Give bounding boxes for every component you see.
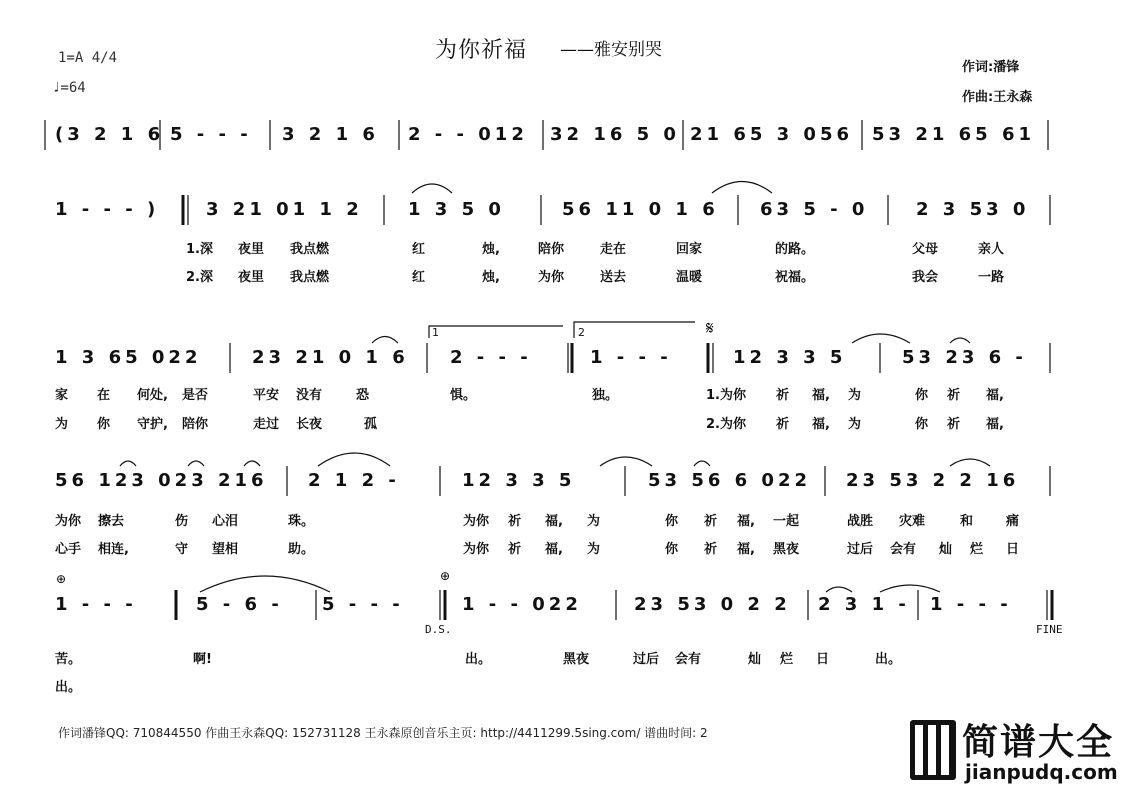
slur xyxy=(880,585,940,592)
slur xyxy=(694,461,710,466)
lyric-word: 红 xyxy=(412,270,426,285)
measure-notes: 56 123 023 216 xyxy=(55,470,268,491)
ds-mark: D.S. xyxy=(425,623,452,636)
lyric-word: 祈 xyxy=(704,542,718,557)
slur xyxy=(318,453,390,466)
measure-notes: 1 - - 022 xyxy=(462,594,582,615)
lyric-word: 过后 xyxy=(847,542,874,557)
lyric-word: 灿 xyxy=(939,542,953,557)
lyric-word: 黑夜 xyxy=(563,652,590,667)
lyric-word: 为 xyxy=(587,514,601,529)
lyric-word: 你 xyxy=(915,388,929,403)
lyric-word: 为你 xyxy=(463,542,490,557)
measure-notes: 21 65 3 056 xyxy=(690,124,853,145)
lyric-word: 祈 xyxy=(776,417,790,432)
lyric-word: 望相 xyxy=(212,542,239,557)
lyric-word: 烛, xyxy=(482,242,500,257)
piano-logo-icon xyxy=(908,716,958,784)
lyric-word: 送去 xyxy=(600,270,627,285)
lyric-word: 温暖 xyxy=(676,270,703,285)
lyric-word: 为你 xyxy=(55,514,82,529)
coda-icon: ⊕ xyxy=(56,572,67,586)
lyric-word: 苦。 xyxy=(55,652,82,667)
logo-name: 简谱大全 xyxy=(962,722,1115,763)
lyric-word: 恐 xyxy=(356,388,370,403)
lyric-word: 助。 xyxy=(288,542,315,557)
logo-url: jianpudq.com xyxy=(965,760,1118,784)
lyric-word: 心泪 xyxy=(212,514,239,529)
measure-notes: 12 3 3 5 xyxy=(733,347,847,368)
lyric-word: 伤 xyxy=(175,514,189,529)
lyric-word: 福, xyxy=(545,542,563,557)
slur xyxy=(950,338,970,343)
lyric-word: 1.为你 xyxy=(706,388,746,403)
lyric-word: 祈 xyxy=(776,388,790,403)
song-subtitle: ——雅安别哭 xyxy=(560,40,662,60)
slur xyxy=(412,184,452,193)
lyric-word: 陪你 xyxy=(538,242,565,257)
lyric-word: 你 xyxy=(97,417,111,432)
volta-number-2: 2 xyxy=(578,326,585,339)
lyric-word: 家 xyxy=(55,388,69,403)
lyric-word: 走过 xyxy=(253,417,280,432)
lyric-word: 走在 xyxy=(600,242,627,257)
lyric-word: 何处, xyxy=(137,388,168,403)
measure-notes: 53 56 6 022 xyxy=(648,470,811,491)
lyric-word: 祈 xyxy=(508,514,522,529)
lyric-word: 会有 xyxy=(675,652,702,667)
measure-notes: 3 21 01 1 2 xyxy=(206,199,363,220)
measure-notes: 5 - - - xyxy=(170,124,252,145)
lyric-word: 和 xyxy=(960,514,974,529)
measure-notes: 23 53 0 2 2 xyxy=(634,594,791,615)
slur xyxy=(244,461,260,466)
lyric-word: 独。 xyxy=(592,388,619,403)
composer-credit: 作曲:王永森 xyxy=(962,90,1033,105)
lyric-word: 祝福。 xyxy=(775,270,815,285)
slur xyxy=(120,461,136,466)
lyric-word: 一起 xyxy=(773,514,800,529)
volta-bracket-2 xyxy=(574,322,695,338)
lyric-word: 出。 xyxy=(875,652,902,667)
measure-notes: 53 21 65 61 xyxy=(872,124,1035,145)
volta-number-1: 1 xyxy=(432,326,439,339)
lyric-word: 回家 xyxy=(676,242,703,257)
lyric-word: 惧。 xyxy=(450,388,477,403)
lyric-word: 为 xyxy=(55,417,69,432)
measure-notes: 56 11 0 1 6 xyxy=(562,199,719,220)
measure-notes: 5 - - - xyxy=(322,594,404,615)
lyric-word: 日 xyxy=(816,652,830,667)
measure-notes: 32 16 5 0 xyxy=(550,124,680,145)
lyric-word: 的路。 xyxy=(775,242,815,257)
lyric-word: 珠。 xyxy=(288,514,315,529)
lyric-word: 平安 xyxy=(253,388,280,403)
footer-info: 作词潘锋QQ: 710844550 作曲王永森QQ: 152731128 王永森原创音乐主页: http://4411299.5sing.com/ 谱曲时间: 2 xyxy=(58,726,708,740)
lyricist-credit: 作词:潘锋 xyxy=(962,60,1020,75)
measure-notes: 2 - - - xyxy=(450,347,532,368)
lyric-word: 会有 xyxy=(890,542,917,557)
segno-icon: 𝄋 xyxy=(706,318,714,339)
measure-notes: 1 - - - xyxy=(55,594,137,615)
lyric-word: 陪你 xyxy=(182,417,209,432)
lyric-word: 痛 xyxy=(1006,514,1020,529)
lyric-word: 2.为你 xyxy=(706,417,746,432)
lyric-word: 亲人 xyxy=(978,242,1005,257)
slur xyxy=(200,576,330,592)
lyric-word: 擦去 xyxy=(98,514,125,529)
lyric-word: 福, xyxy=(986,417,1004,432)
lyric-word: 出。 xyxy=(55,680,82,695)
lyric-word: 日 xyxy=(1006,542,1020,557)
measure-notes: 12 3 3 5 xyxy=(462,470,576,491)
lyric-word: 心手 xyxy=(55,542,82,557)
lyric-word: 我会 xyxy=(912,270,939,285)
lyric-word: 为你 xyxy=(463,514,490,529)
lyric-word: 你 xyxy=(665,514,679,529)
lyric-word: 你 xyxy=(915,417,929,432)
lyric-word: 一路 xyxy=(978,270,1005,285)
measure-notes: (3 2 1 6 xyxy=(55,124,165,145)
lyric-word: 是否 xyxy=(182,388,209,403)
lyric-word: 啊! xyxy=(193,652,212,667)
lyric-word: 父母 xyxy=(912,242,939,257)
measure-notes: 1 - - - xyxy=(590,347,672,368)
measure-notes: 2 - - 012 xyxy=(408,124,528,145)
volta-bracket-1 xyxy=(429,326,563,338)
lyric-word: 烛, xyxy=(482,270,500,285)
measure-notes: 5 - 6 - xyxy=(196,594,283,615)
measure-notes: 1 - - - xyxy=(930,594,1012,615)
song-title: 为你祈福 xyxy=(435,38,528,63)
lyric-word: 为 xyxy=(848,388,862,403)
lyric-word: 守 xyxy=(175,542,189,557)
fine-mark: FINE xyxy=(1036,623,1063,636)
measure-notes: 1 3 5 0 xyxy=(408,199,505,220)
measure-notes: 2 3 53 0 xyxy=(916,199,1030,220)
tempo-mark: ♩=64 xyxy=(52,80,86,96)
lyric-word: 为你 xyxy=(538,270,565,285)
slur xyxy=(188,461,204,466)
lyric-word: 福, xyxy=(812,388,830,403)
slur xyxy=(600,457,652,466)
measure-notes: 1 - - - ) xyxy=(55,199,160,220)
lyric-word: 祈 xyxy=(947,417,961,432)
lyric-word: 灿 xyxy=(748,652,762,667)
lyric-word: 福, xyxy=(737,514,755,529)
lyric-word: 夜里 xyxy=(238,242,265,257)
slur xyxy=(826,587,852,592)
lyric-word: 我点燃 xyxy=(290,270,330,285)
lyric-word: 守护, xyxy=(137,417,168,432)
lyric-word: 福, xyxy=(737,542,755,557)
measure-notes: 53 23 6 - xyxy=(902,347,1027,368)
lyric-word: 祈 xyxy=(508,542,522,557)
lyric-word: 福, xyxy=(986,388,1004,403)
coda-icon: ⊕ xyxy=(440,569,451,583)
lyric-word: 没有 xyxy=(296,388,323,403)
lyric-word: 1.深 xyxy=(186,242,213,257)
lyric-word: 孤 xyxy=(364,417,378,432)
lyric-word: 我点燃 xyxy=(290,242,330,257)
lyric-word: 2.深 xyxy=(186,270,213,285)
measure-notes: 63 5 - 0 xyxy=(760,199,869,220)
slur xyxy=(712,182,772,194)
measure-notes: 23 21 0 1 6 xyxy=(252,347,409,368)
measure-notes: 23 53 2 2 16 xyxy=(846,470,1020,491)
lyric-word: 烂 xyxy=(780,652,794,667)
lyric-word: 你 xyxy=(665,542,679,557)
key-meter: 1=A 4/4 xyxy=(58,50,118,66)
lyric-word: 红 xyxy=(412,242,426,257)
lyric-word: 祈 xyxy=(704,514,718,529)
lyric-word: 为 xyxy=(848,417,862,432)
slur xyxy=(852,334,910,343)
lyric-word: 夜里 xyxy=(238,270,265,285)
lyric-word: 祈 xyxy=(947,388,961,403)
measure-notes: 2 1 2 - xyxy=(308,470,400,491)
lyric-word: 相连, xyxy=(98,542,129,557)
lyric-word: 战胜 xyxy=(847,514,874,529)
lyric-word: 黑夜 xyxy=(773,542,800,557)
slur xyxy=(950,459,990,466)
lyric-word: 出。 xyxy=(465,652,492,667)
lyric-word: 在 xyxy=(97,388,111,403)
lyric-word: 福, xyxy=(812,417,830,432)
lyric-word: 灾难 xyxy=(899,514,926,529)
lyric-word: 烂 xyxy=(970,542,984,557)
lyric-word: 过后 xyxy=(633,652,660,667)
lyric-word: 福, xyxy=(545,514,563,529)
measure-notes: 2 3 1 - xyxy=(818,594,910,615)
lyric-word: 为 xyxy=(587,542,601,557)
measure-notes: 1 3 65 022 xyxy=(55,347,202,368)
measure-notes: 3 2 1 6 xyxy=(282,124,379,145)
slur xyxy=(372,337,398,344)
lyric-word: 长夜 xyxy=(296,417,323,432)
